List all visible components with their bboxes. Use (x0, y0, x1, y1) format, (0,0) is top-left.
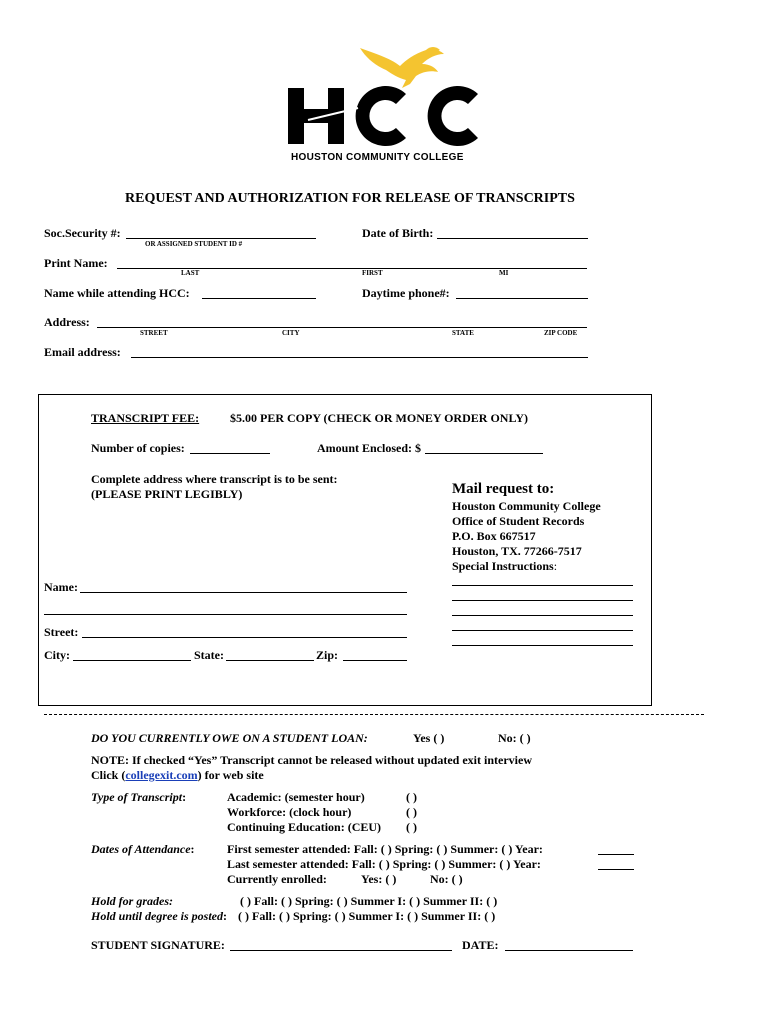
send-name-field[interactable] (80, 592, 407, 593)
hold-degree-label (91, 909, 227, 924)
send-name-label: Name: (44, 580, 78, 594)
last-year-field[interactable] (598, 869, 634, 870)
send-zip-label: Zip: (316, 648, 339, 662)
loan-no-checkbox[interactable]: No: ( ) (498, 731, 531, 745)
first-semester-line[interactable]: First semester attended: Fall: ( ) Spring: ( ) Summer: ( ) Year: (227, 842, 543, 856)
address-field[interactable] (97, 327, 587, 328)
fee-label: TRANSCRIPT FEE: (91, 411, 200, 425)
address-label: Address: (44, 315, 90, 329)
print-name-label: Print Name: (44, 256, 108, 270)
hold-grades-options[interactable]: ( ) Fall: ( ) Spring: ( ) Summer I: ( ) Summer II: ( ) (240, 894, 498, 908)
send-address-line1: Complete address where transcript is to be sent: (91, 472, 338, 486)
loan-note: NOTE: If checked “Yes” Transcript cannot be released without updated exit interview (91, 753, 532, 767)
attendance-label (91, 842, 195, 857)
addr-state-label: STATE (452, 329, 474, 337)
name-mi-label: MI (499, 269, 509, 277)
collegexit-link[interactable]: collegexit.com (125, 768, 198, 782)
attending-name-label: Name while attending HCC: (44, 286, 190, 300)
transcript-workforce-label: Workforce: (clock hour) (227, 805, 352, 819)
addr-street-label: STREET (140, 329, 168, 337)
transcript-type-text: Type of Transcript (91, 790, 183, 804)
hold-degree-options[interactable]: ( ) Fall: ( ) Spring: ( ) Summer I: ( ) Summer II: ( ) (238, 909, 496, 923)
hold-degree-text: Hold until degree is posted (91, 909, 223, 923)
transcript-academic-checkbox[interactable]: ( ) (406, 790, 417, 804)
logo-subtitle: HOUSTON COMMUNITY COLLEGE (291, 152, 464, 163)
daytime-phone-label: Daytime phone#: (362, 286, 450, 300)
attending-name-field[interactable] (202, 298, 316, 299)
amount-label: Amount Enclosed: $ (317, 441, 422, 455)
mail-line-1: Houston Community College (452, 499, 601, 513)
loan-click-line (91, 768, 264, 783)
date-label: DATE: (462, 938, 499, 952)
dob-label: Date of Birth: (362, 226, 434, 240)
hold-degree-colon: : (223, 909, 227, 923)
attendance-text: Dates of Attendance (91, 842, 191, 856)
send-address-line2: (PLEASE PRINT LEGIBLY) (91, 487, 243, 501)
copies-label: Number of copies: (91, 441, 185, 455)
fee-value: $5.00 PER COPY (CHECK OR MONEY ORDER ONLY) (230, 411, 529, 425)
hold-grades-label: Hold for grades: (91, 894, 173, 908)
email-label: Email address: (44, 345, 121, 359)
first-year-field[interactable] (598, 854, 634, 855)
special-instructions-line-2[interactable] (452, 600, 633, 601)
page-title: REQUEST AND AUTHORIZATION FOR RELEASE OF TRANSCRIPTS (125, 191, 575, 206)
date-field[interactable] (505, 950, 633, 951)
last-semester-line[interactable]: Last semester attended: Fall: ( ) Spring: ( ) Summer: ( ) Year: (227, 857, 541, 871)
hcc-letters (288, 86, 484, 146)
addr-city-label: CITY (282, 329, 300, 337)
addr-zip-label: ZIP CODE (544, 329, 578, 337)
mail-line-4: Houston, TX. 77266-7517 (452, 544, 582, 558)
ssn-sub-label: OR ASSIGNED STUDENT ID # (145, 240, 243, 248)
send-city-field[interactable] (73, 660, 191, 661)
send-street-field[interactable] (82, 637, 407, 638)
send-state-label: State: (194, 648, 224, 662)
signature-field[interactable] (230, 950, 452, 951)
enrolled-label: Currently enrolled: (227, 872, 327, 886)
loan-yes-checkbox[interactable]: Yes ( ) (413, 731, 445, 745)
attendance-colon: : (190, 842, 195, 856)
send-street-label: Street: (44, 625, 79, 639)
transcript-academic-label: Academic: (semester hour) (227, 790, 365, 804)
transcript-type-label (91, 790, 186, 805)
enrolled-yes-checkbox[interactable]: Yes: ( ) (361, 872, 397, 886)
special-instructions-line-5[interactable] (452, 645, 633, 646)
email-field[interactable] (131, 357, 588, 358)
ssn-label: Soc.Security #: (44, 226, 121, 240)
dob-field[interactable] (437, 238, 588, 239)
name-last-label: LAST (181, 269, 200, 277)
mail-line-3: P.O. Box 667517 (452, 529, 536, 543)
signature-label: STUDENT SIGNATURE: (91, 938, 225, 952)
copies-field[interactable] (190, 453, 270, 454)
special-instructions-label (452, 559, 557, 574)
enrolled-no-checkbox[interactable]: No: ( ) (430, 872, 463, 886)
special-instructions-text: Special Instructions (452, 559, 554, 573)
loan-question: DO YOU CURRENTLY OWE ON A STUDENT LOAN: (91, 731, 368, 745)
transcript-ceu-checkbox[interactable]: ( ) (406, 820, 417, 834)
mail-heading: Mail request to: (452, 481, 555, 497)
amount-field[interactable] (425, 453, 543, 454)
send-state-field[interactable] (226, 660, 314, 661)
special-instructions-colon: : (553, 559, 558, 573)
ssn-field[interactable] (126, 238, 316, 239)
transcript-type-colon: : (182, 790, 187, 804)
transcript-workforce-checkbox[interactable]: ( ) (406, 805, 417, 819)
special-instructions-line-1[interactable] (452, 585, 633, 586)
send-name-field-2[interactable] (44, 614, 407, 615)
name-first-label: FIRST (362, 269, 383, 277)
daytime-phone-field[interactable] (456, 298, 588, 299)
send-city-label: City: (44, 648, 70, 662)
click-prefix: Click ( (91, 768, 126, 782)
special-instructions-line-3[interactable] (452, 615, 633, 616)
transcript-ceu-label: Continuing Education: (CEU) (227, 820, 382, 834)
click-suffix: ) for web site (197, 768, 264, 782)
mail-line-2: Office of Student Records (452, 514, 585, 528)
special-instructions-line-4[interactable] (452, 630, 633, 631)
dashed-divider (44, 714, 704, 715)
send-zip-field[interactable] (343, 660, 407, 661)
